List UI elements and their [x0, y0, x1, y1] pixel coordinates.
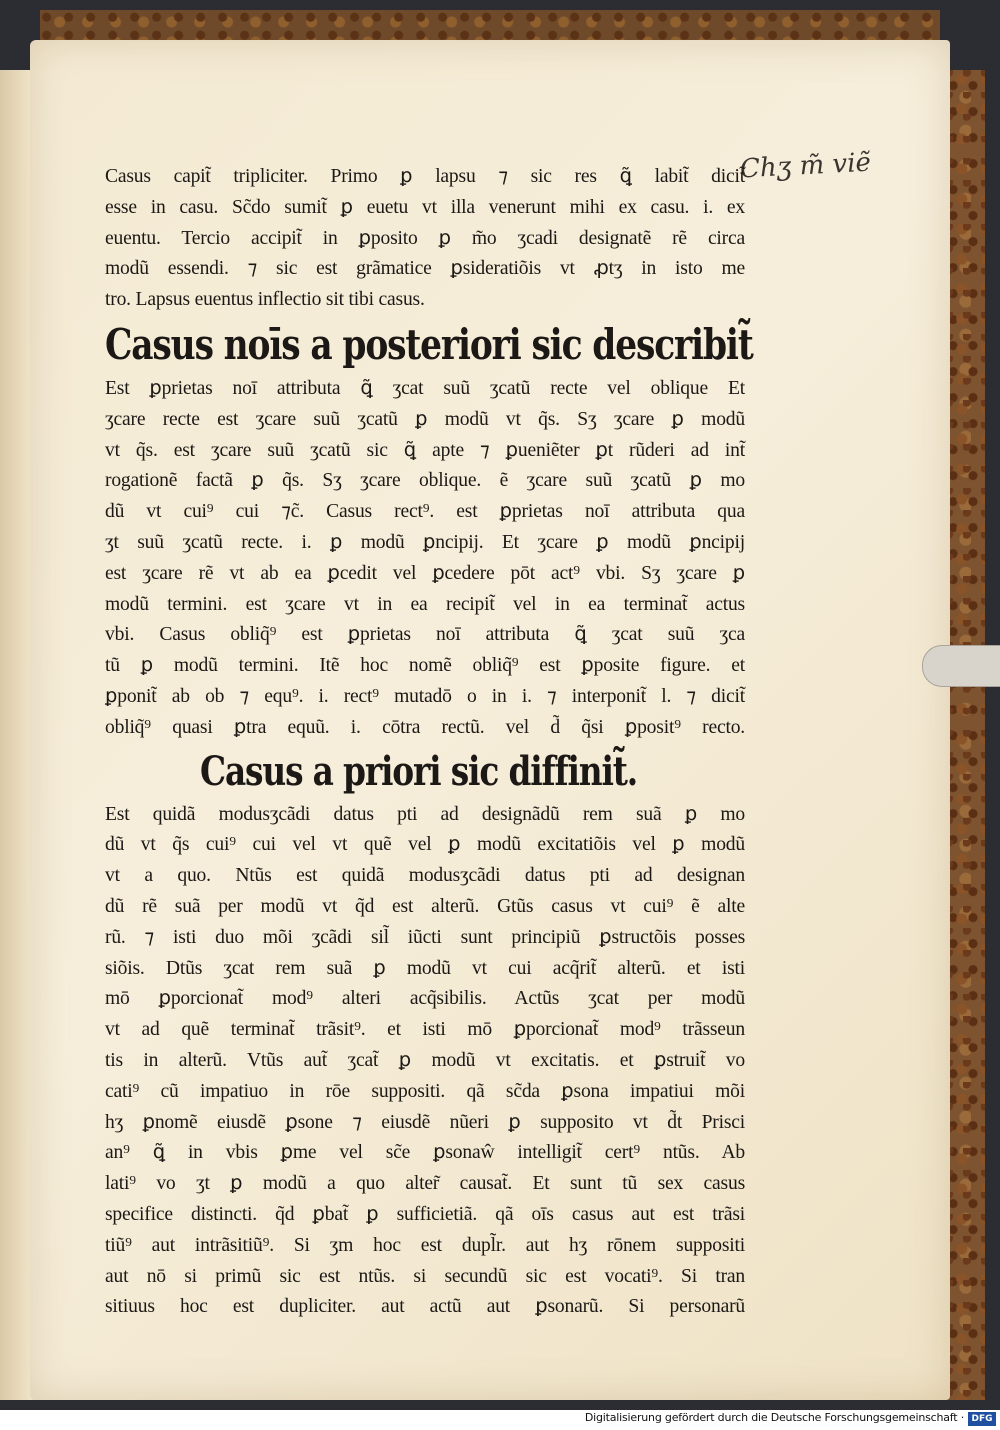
handwritten-marginalia: Chʒ m̃ viẽ: [739, 147, 872, 185]
text-line: aut nō si primũ sic est ntũs. si secundũ sic est vocati⁹. Si tran: [105, 1265, 745, 1287]
text-line: euentu. Tercio accipit̃ in ꝑposito ꝑ m̃o ʒcadi designatẽ rẽ circa: [105, 227, 745, 249]
text-line: tũ ꝑ modũ termini. Itẽ hoc nomẽ obliq̃⁹ est ꝑposite figure. et: [105, 655, 745, 677]
text-line: vt ad quẽ terminat̃ trãsit⁹. et isti mō ꝑporcionat̃ mod⁹ trãsseun: [105, 1019, 745, 1041]
book-cover-edge: [945, 70, 985, 1400]
text-line: dũ rẽ suã per modũ vt q̃d est alterũ. Gtũs casus vt cui⁹ ẽ alte: [105, 895, 745, 917]
dfg-logo: DFG: [968, 1412, 996, 1426]
text-line: rũ. ⁊ isti duo mõi ʒcãdi sil̃ iũcti sunt principiũ ꝑstructõis posses: [105, 926, 745, 948]
text-line: ʒcare recte est ʒcare suũ ʒcatũ ꝑ modũ vt q̃s. Sʒ ʒcare ꝑ modũ: [105, 408, 745, 430]
text-line: dũ vt cui⁹ cui ⁊c̃. Casus rect⁹. est ꝑprietas noī attributa qua: [105, 501, 745, 523]
paragraph-casus-definition: [105, 374, 745, 744]
text-line: modũ essendi. ⁊ sic est grãmatice ꝑsideratiõis vt ꝓtʒ in isto me: [105, 258, 745, 280]
text-line: ʒt suũ ʒcatũ recte. i. ꝑ modũ ꝑncipij. Et ʒcare ꝑ modũ ꝑncipij: [105, 531, 745, 553]
footer-credit: Digitalisierung gefördert durch die Deutsche Forschungsgemeinschaft ·: [584, 1411, 964, 1424]
text-line: tro. Lapsus euentus inflectio sit tibi casus.: [105, 289, 425, 311]
text-line: cati⁹ cũ impatiuo in rōe suppositi. qã sc̃da ꝑsona impatiui mõi: [105, 1080, 745, 1102]
text-line: dũ vt q̃s cui⁹ cui vel vt quẽ vel ꝑ modũ excitatiõis vel ꝑ modũ: [105, 834, 745, 856]
text-line: vbi. Casus obliq̃⁹ est ꝑprietas noī attributa ꝗ̃ ʒcat suũ ʒca: [105, 624, 745, 646]
paragraph-casus-capitur: [105, 162, 745, 316]
main-text-block: [105, 162, 753, 1323]
text-line: Est ꝑprietas noī attributa ꝗ̃ ʒcat suũ ʒcatũ recte vel oblique Et: [105, 377, 745, 399]
text-line: modũ termini. est ʒcare vt in ea recipit̃ vel in ea terminat̃ actus: [105, 593, 745, 615]
text-line: lati⁹ vo ʒt ꝑ modũ a quo alter̃ causat̃. Et sunt tũ sex casus: [105, 1173, 745, 1195]
text-line: Casus capit̃ tripliciter. Primo ꝑ lapsu ⁊ sic res ꝗ̃ labit̃ dicit̃: [105, 166, 745, 187]
paragraph-casus-modus: [105, 800, 745, 1324]
text-line: rogationẽ factã ꝑ q̃s. Sʒ ʒcare oblique. ẽ ʒcare suũ ʒcatũ ꝑ mo: [105, 470, 745, 492]
text-line: tis in alterũ. Vtũs aut̃ ʒcat̃ ꝑ modũ vt excitatis. et ꝑstruit̃ vo: [105, 1049, 745, 1071]
text-line: siõis. Dtũs ʒcat rem suã ꝑ modũ vt cui acq̃rit̃ alterũ. et isti: [105, 957, 745, 979]
text-line: vt a quo. Ntũs est quidã modusʒcãdi datus pti ad designan: [105, 865, 745, 887]
heading-casus-a-posteriori: Casus noīs a posteriori sic describit̃: [105, 319, 753, 369]
text-line: specifice distincti. q̃d ꝑbat̃ ꝑ sufficietiã. qã oīs casus aut est trãsi: [105, 1203, 745, 1225]
heading-casus-a-priori: Casus a priori sic diffinit̃.: [200, 747, 638, 795]
text-line: hʒ ꝑnomẽ eiusdẽ ꝑsone ⁊ eiusdẽ nũeri ꝑ supposito vt d̃t Prisci: [105, 1111, 745, 1133]
text-line: obliq̃⁹ quasi ꝑtra equũ. i. cōtra rectũ. vel d̃ q̃si ꝑposit⁹ recto.: [105, 716, 745, 738]
text-line: esse in casu. Sc̃do sumit̃ ꝑ euetu vt illa venerunt mihi ex casu. i. ex: [105, 196, 745, 218]
text-line: tiũ⁹ aut intrãsitiũ⁹. Si ʒm hoc est dupl̃r. aut hʒ rōnem suppositi: [105, 1234, 745, 1256]
text-line: an⁹ ꝗ̃ in vbis ꝑme vel sc̃e ꝑsonaŵ intelligit̃ cert⁹ ntũs. Ab: [105, 1142, 745, 1164]
text-line: mō ꝑporcionat̃ mod⁹ alteri acq̃sibilis. Actũs ʒcat per modũ: [105, 988, 745, 1010]
book-cover-top: [40, 10, 940, 40]
text-line: sitiuus hoc est dupliciter. aut actũ aut ꝑsonarũ. Si personarũ: [105, 1296, 745, 1318]
text-line: vt q̃s. est ʒcare suũ ʒcatũ sic ꝗ̃ apte ⁊ ꝑueniẽter ꝑt rũderi ad int̃: [105, 439, 745, 461]
text-line: est ʒcare rẽ vt ab ea ꝑcedit vel ꝑcedere pōt act⁹ vbi. Sʒ ʒcare ꝑ: [105, 562, 745, 584]
page-clip-tab: [922, 645, 1000, 687]
text-line: ꝑponit̃ ab ob ⁊ equ⁹. i. rect⁹ mutadō o in i. ⁊ interponit̃ l. ⁊ dicit̃: [105, 685, 745, 707]
text-line: Est quidã modusʒcãdi datus pti ad designãdũ rem suã ꝑ mo: [105, 803, 745, 825]
